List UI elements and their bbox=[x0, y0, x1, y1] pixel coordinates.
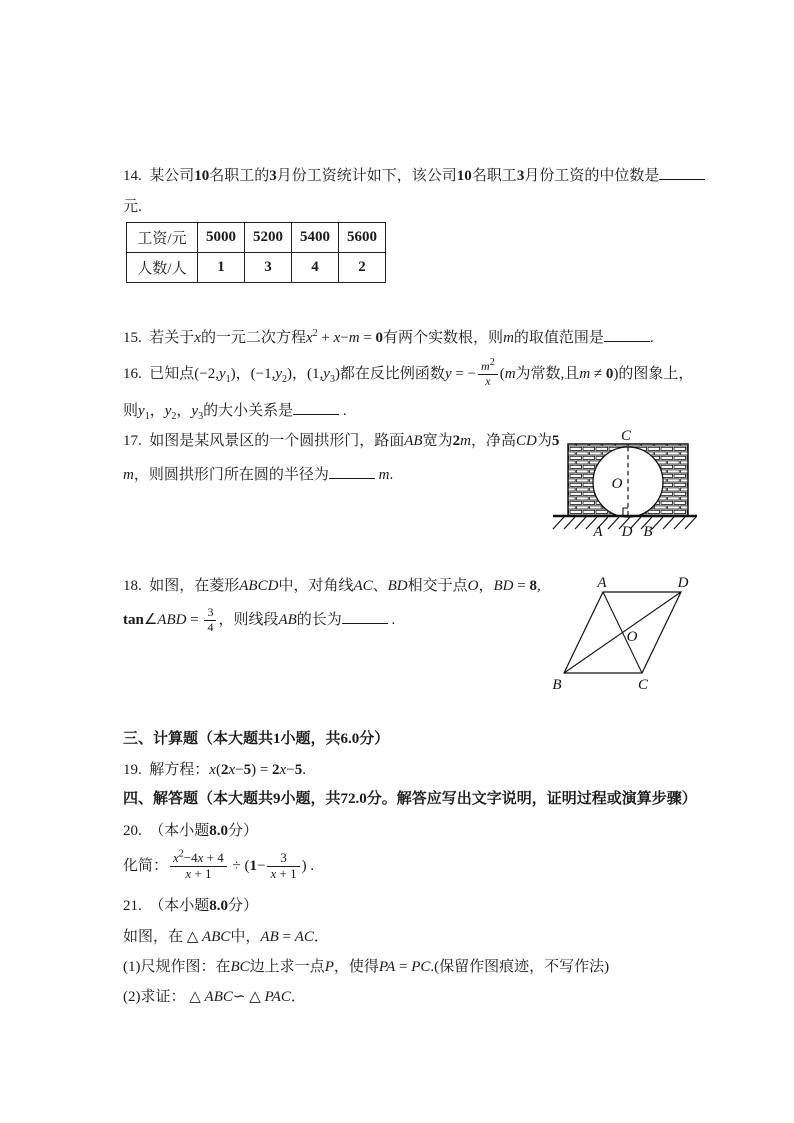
table-cell: 5400 bbox=[292, 223, 339, 253]
arch-label-c: C bbox=[620, 428, 632, 444]
table-header-cell: 工资/元 bbox=[127, 223, 198, 253]
section-3-header: 三、计算题（本大题共1小题，共6.0分） bbox=[123, 731, 390, 747]
rhombus-label-o: O bbox=[626, 629, 638, 645]
arch-label-o: O bbox=[611, 476, 623, 492]
question-21-line-3: (1)尺规作图：在BC边上求一点P，使得PA = PC.(保留作图痕迹，不写作法) bbox=[123, 959, 610, 975]
table-cell: 1 bbox=[198, 253, 245, 283]
question-17-line-2: m，则圆拱形门所在圆的半径为 m. bbox=[123, 464, 393, 486]
arch-door-figure bbox=[550, 424, 700, 546]
table-row bbox=[127, 223, 386, 253]
section-4-header: 四、解答题（本大题共9小题，共72.0分。解答应写出文字说明，证明过程或演算步骤） bbox=[123, 791, 697, 807]
question-15-line-1: 15. 若关于x的一元二次方程$x^2 + x-m = 0$有两个实数根，则m的取值范围是 . bbox=[123, 328, 654, 346]
question-18-line-2: tan∠ABD = $\frac{3}{4}$ ，则线段AB的长为 . bbox=[123, 605, 396, 635]
table-cell: 5200 bbox=[245, 223, 292, 253]
question-21-line-4: (2)求证： △ ABC∽ △ PAC． bbox=[123, 989, 306, 1005]
diagonal-bd bbox=[564, 592, 681, 673]
rhombus-label-b: B bbox=[552, 677, 562, 693]
table-header-cell: 人数/人 bbox=[127, 253, 198, 283]
rhombus-label-c: C bbox=[637, 677, 649, 693]
arch-label-a: A bbox=[593, 524, 603, 540]
question-14-line-1: 14. 某公司10名职工的3月份工资统计如下，该公司10名职工3月份工资的中位数是 bbox=[123, 165, 705, 187]
table-cell: 5600 bbox=[339, 223, 386, 253]
question-16-line-2: 则$y_1$，$y_2$，$y_3$的大小关系是 . bbox=[123, 400, 347, 422]
question-21-line-2: 如图，在 △ ABC中，AB = AC． bbox=[123, 929, 329, 945]
question-17-line-1: 17. 如图是某风景区的一个圆拱形门，路面AB宽为2m，净高CD为5 bbox=[123, 433, 560, 449]
question-14-line-2: 元. bbox=[123, 199, 142, 215]
question-16-line-1: 16. 已知点$(-2,y_1)$，$(-1,y_2)$，$(1,y_3)$都在反比例函数y = − $\frac{m^2}{x}$ (m为常数,且m ≠ 0)的图象上， bbox=[123, 357, 694, 389]
rhombus-figure bbox=[545, 570, 703, 695]
salary-table bbox=[126, 222, 386, 283]
question-18-line-1: 18. 如图，在菱形ABCD中，对角线AC、BD相交于点O，BD = 8, bbox=[123, 578, 541, 594]
question-20-line-2: 化简： $\frac{x^2-4x + 4}{x + 1}$ ÷ (1− $\frac{3}{x + 1}$ ) . bbox=[123, 848, 315, 882]
rhombus-label-d: D bbox=[677, 575, 689, 591]
table-row bbox=[127, 253, 386, 283]
table-cell: 4 bbox=[292, 253, 339, 283]
table-cell: 2 bbox=[339, 253, 386, 283]
table-cell: 5000 bbox=[198, 223, 245, 253]
arch-label-b: B bbox=[643, 524, 653, 540]
question-20-line-1: 20. （本小题8.0分） bbox=[123, 823, 259, 839]
arch-label-d: D bbox=[621, 524, 633, 540]
question-19-line-1: 19. 解方程：x(2x−5) = 2x−5. bbox=[123, 762, 306, 778]
rhombus-label-a: A bbox=[597, 575, 607, 591]
table-cell: 3 bbox=[245, 253, 292, 283]
question-21-line-1: 21. （本小题8.0分） bbox=[123, 898, 259, 914]
